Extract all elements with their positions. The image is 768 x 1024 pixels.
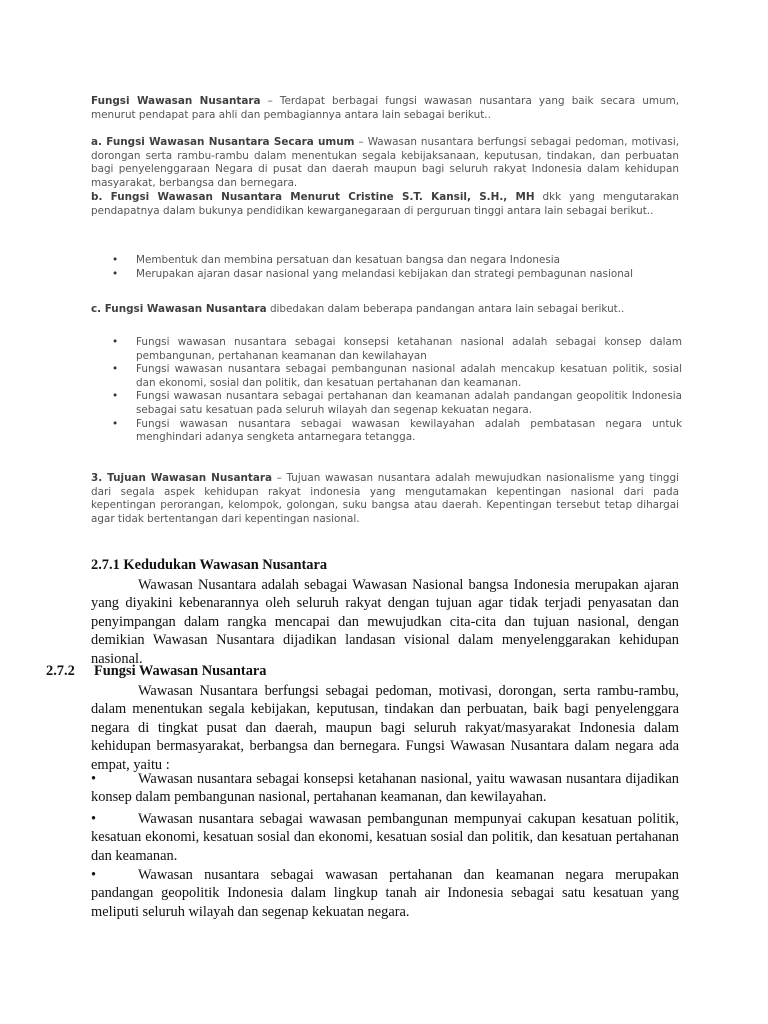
section-a-paragraph xyxy=(91,136,679,190)
bullet-text: Wawasan nusantara sebagai wawasan pembangunan mempunyai cakupan kesatuan politik, kesatuan ekonomi, kesatuan sosial dan ekonomi, kesatuan sosial dan politik, dan kesatuan pertahanan dan keamanan. xyxy=(91,811,679,864)
section-272-heading: Fungsi Wawasan Nusantara xyxy=(94,663,267,679)
bullet-text: Wawasan nusantara sebagai konsepsi ketahanan nasional, yaitu wawasan nusantara dijadikan konsep dalam pembangunan nasional, pertahanan keamanan, dan kewilayahan. xyxy=(91,771,679,806)
intro-paragraph xyxy=(91,95,679,122)
tujuan-paragraph xyxy=(91,472,679,526)
section-c-title: c. Fungsi Wawasan Nusantara xyxy=(91,303,267,315)
section-c-paragraph xyxy=(91,303,679,317)
section-b-paragraph xyxy=(91,191,679,218)
section-b-title: b. Fungsi Wawasan Nusantara Menurut Cristine S.T. Kansil, S.H., MH xyxy=(91,191,535,203)
list-item: • Merupakan ajaran dasar nasional yang melandasi kebijakan dan strategi pembagunan nasional xyxy=(112,268,682,282)
list-item: • Fungsi wawasan nusantara sebagai konsepsi ketahanan nasional adalah sebagai konsep dalam pembangunan, pertahanan keamanan dan kewilahayan xyxy=(112,336,682,363)
intro-text: – Terdapat berbagai fungsi wawasan nusantara yang baik secara umum, menurut pendapat para ahli dan pembagiannya antara lain sebagai berikut.. xyxy=(91,95,679,121)
section-272-bullet-2 xyxy=(91,810,679,865)
list-item: • Fungsi wawasan nusantara sebagai pembangunan nasional adalah mencakup kesatuan politik, sosial dan ekonomi, sosial dan politik, dan kesatuan pertahanan dan keamanan. xyxy=(112,363,682,390)
bullet-symbol: • xyxy=(91,867,97,883)
section-b-list xyxy=(112,254,682,281)
section-272-paragraph: Wawasan Nusantara berfungsi sebagai pedoman, motivasi, dorongan, serta rambu-rambu, dalam menentukan segala kebijakan, keputusan, tindakan dan perbuatan, baik bagi penyelenggara negara di tingkat pusat dan daerah, maupun bagi seluruh rakyat/masyarakat Indonesia dalam kehidupan bermasyarakat, berbangsa dan bernegara. Fungsi Wawasan Nusantara dalam negara ada empat, yaitu : xyxy=(91,683,679,773)
section-271-heading: 2.7.1 Kedudukan Wawasan Nusantara xyxy=(91,557,328,573)
list-item: • Fungsi wawasan nusantara sebagai pertahanan dan keamanan adalah pandangan geopolitik Indonesia sebagai satu kesatuan pada seluruh wilayah dan segenap kekuatan negara. xyxy=(112,390,682,417)
tujuan-title: 3. Tujuan Wawasan Nusantara xyxy=(91,472,272,484)
section-272-bullet-1 xyxy=(91,770,679,807)
intro-title: Fungsi Wawasan Nusantara xyxy=(91,95,261,107)
list-item: • Fungsi wawasan nusantara sebagai wawasan kewilayahan adalah pembatasan negara untuk menghindari adanya sengketa antarnegara tetangga. xyxy=(112,418,682,445)
tujuan-text: – Tujuan wawasan nusantara adalah mewujudkan nasionalisme yang tinggi dari segala aspek kehidupan rakyat indonesia yang mengutamakan kepentingan nasional dari pada kepentingan perorangan, kelompok, golongan, suku bangsa atau daerah. Kepentingan tersebut tetap dihargai agar tidak bertentangan dari kepentingan nasional. xyxy=(91,472,679,525)
section-a-text: – Wawasan nusantara berfungsi sebagai pedoman, motivasi, dorongan serta rambu-rambu dalam menentukan segala kebijaksanaan, keputusan, tindakan, dan perbuatan bagi penyelenggaraan Negara di pusat dan daerah maupun bagi seluruh rakyat Indonesia dalam kehidupan masyarakat, berbangsa dan bernegara. xyxy=(91,136,680,189)
section-c-list xyxy=(112,336,682,445)
section-c-text: dibedakan dalam beberapa pandangan antara lain sebagai berikut.. xyxy=(266,303,625,315)
section-272-bullet-3 xyxy=(91,866,679,921)
section-b-text: dkk yang mengutarakan pendapatnya dalam bukunya pendidikan kewarganegaraan di perguruan tinggi antara lain sebagai berikut.. xyxy=(91,191,679,217)
bullet-symbol: • xyxy=(91,811,97,827)
section-272-number: 2.7.2 xyxy=(46,663,75,679)
section-271-paragraph: Wawasan Nusantara adalah sebagai Wawasan Nasional bangsa Indonesia merupakan ajaran yang diyakini kebenarannya oleh seluruh rakyat dengan tujuan agar tidak terjadi penyasatan dan penyimpangan dalam rangka mencapai dan mewujudkan cita-cita dan tujuan nasional, dengan demikian Wawasan Nusantara dijadikan landasan visional dalam menyelenggarakan kehidupan nasional. xyxy=(91,577,679,667)
list-item: • Membentuk dan membina persatuan dan kesatuan bangsa dan negara Indonesia xyxy=(112,254,682,268)
bullet-text: Wawasan nusantara sebagai wawasan pertahanan dan keamanan negara merupakan pandangan geopolitik Indonesia dalam lingkup tanah air Indonesia sebagai satu kesatuan yang meliputi seluruh wilayah dan segenap kekuatan negara. xyxy=(91,867,679,920)
section-a-title: a. Fungsi Wawasan Nusantara Secara umum xyxy=(91,136,355,148)
bullet-symbol: • xyxy=(91,771,97,787)
